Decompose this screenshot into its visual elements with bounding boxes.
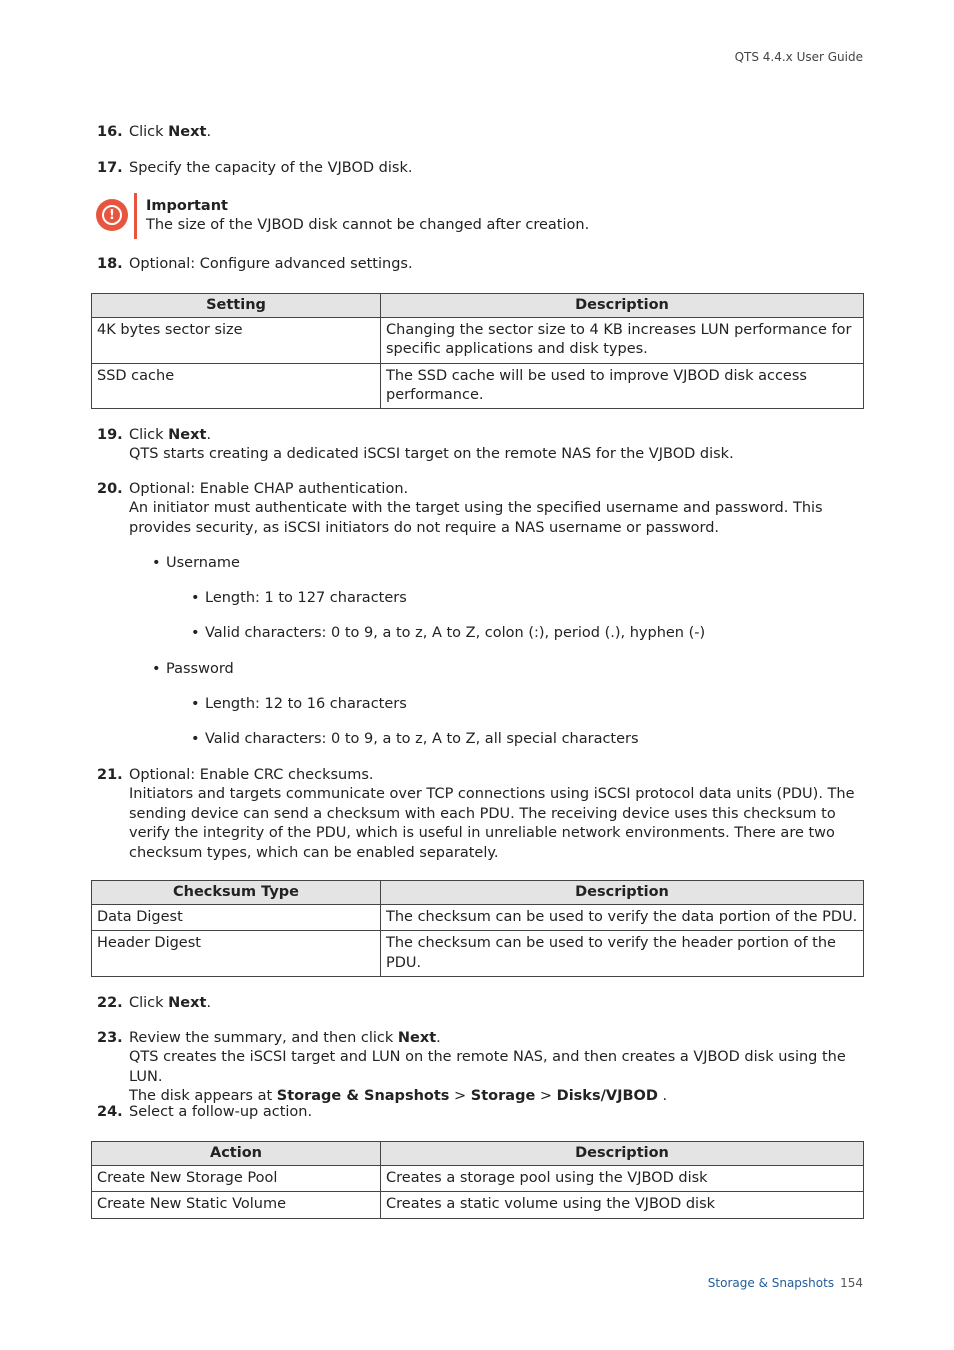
step-number: 23. — [97, 1030, 123, 1046]
path-end: . — [657, 1088, 668, 1105]
table-cell: Create New Static Volume — [92, 1192, 381, 1218]
page-number: 154 — [840, 1276, 863, 1290]
step-keyword: Next — [397, 1030, 437, 1046]
step-text: Select a follow-up action. — [129, 1104, 313, 1120]
table-header-row — [92, 1142, 864, 1166]
advanced-settings-table — [91, 293, 864, 409]
step-text: Optional: Enable CRC checksums. — [129, 767, 374, 783]
bullet-text: Valid characters: 0 to 9, a to z, A to Z, all special characters — [205, 731, 639, 747]
path-intro: The disk appears at — [129, 1088, 277, 1105]
bullet-username — [152, 554, 240, 573]
follow-up-actions-table — [91, 1141, 864, 1219]
table-row — [92, 1166, 864, 1192]
step-text: Click — [129, 124, 169, 140]
table-cell: Header Digest — [92, 931, 381, 976]
path-storage-snapshots: Storage & Snapshots — [276, 1088, 450, 1105]
step-22 — [97, 994, 864, 1013]
step-keyword: Next — [168, 427, 207, 443]
table-cell: The SSD cache will be used to improve VJBOD disk access performance. — [381, 363, 864, 408]
step-keyword: Next — [168, 124, 207, 140]
table-cell: Data Digest — [92, 905, 381, 931]
important-icon: ! — [96, 199, 128, 231]
bullet-username-chars — [191, 624, 705, 643]
step-18 — [97, 255, 864, 274]
step-keyword: Next — [168, 995, 207, 1011]
step-21 — [97, 766, 864, 863]
step-number: 17. — [97, 160, 123, 176]
step-19 — [97, 426, 864, 465]
step-punct: . — [206, 124, 212, 140]
table-row — [92, 363, 864, 408]
step-number: 24. — [97, 1104, 123, 1120]
path-storage: Storage — [470, 1088, 536, 1105]
step-punct: . — [436, 1030, 441, 1046]
step-17 — [97, 159, 864, 178]
table-cell: Create New Storage Pool — [92, 1166, 381, 1192]
note-title: Important — [146, 198, 228, 214]
note-divider — [134, 193, 137, 239]
step-23 — [97, 1029, 864, 1107]
step-text: Review the summary, and then click — [129, 1030, 398, 1046]
bullet-password-length — [191, 695, 407, 714]
table-cell: SSD cache — [92, 363, 381, 408]
column-header: Description — [381, 881, 864, 905]
column-header: Action — [92, 1142, 381, 1166]
table-cell: Creates a storage pool using the VJBOD disk — [381, 1166, 864, 1192]
bullet-marker: • — [152, 661, 161, 677]
table-header-row — [92, 881, 864, 905]
column-header: Setting — [92, 294, 381, 318]
step-description: Initiators and targets communicate over TCP connections using iSCSI protocol data units (PDU). The sending device can send a checksum with each PDU. The receiving device uses this checksum to verify the integrity of the PDU, which is useful in unreliable network environments. There are two checksum types, which can be enabled separately. — [129, 786, 855, 861]
step-description: QTS creates the iSCSI target and LUN on the remote NAS, and then creates a VJBOD disk using the LUN. — [129, 1049, 846, 1085]
table-cell: Changing the sector size to 4 KB increases LUN performance for specific applications and disk types. — [381, 318, 864, 363]
bullet-marker: • — [152, 555, 161, 571]
step-text: Specify the capacity of the VJBOD disk. — [129, 160, 413, 176]
path-separator: > — [449, 1088, 471, 1105]
step-24 — [97, 1103, 864, 1122]
step-number: 18. — [97, 256, 123, 272]
table-row — [92, 905, 864, 931]
step-number: 20. — [97, 481, 123, 497]
footer-section-link[interactable]: Storage & Snapshots — [707, 1276, 835, 1290]
step-number: 21. — [97, 767, 123, 783]
path-disks-vjbod: Disks/VJBOD — [556, 1088, 658, 1105]
important-note — [146, 197, 589, 236]
bullet-text: Password — [166, 661, 234, 677]
step-16 — [97, 123, 864, 142]
step-text: Click — [129, 995, 169, 1011]
step-text: Click — [129, 427, 169, 443]
step-description: An initiator must authenticate with the target using the specified username and password. This provides security, as iSCSI initiators do not require a NAS username or password. — [129, 500, 823, 536]
table-row — [92, 318, 864, 363]
checksum-types-table — [91, 880, 864, 977]
bullet-text: Length: 1 to 127 characters — [205, 590, 407, 606]
step-20 — [97, 480, 864, 538]
step-number: 22. — [97, 995, 123, 1011]
table-cell: The checksum can be used to verify the data portion of the PDU. — [381, 905, 864, 931]
step-text: Optional: Configure advanced settings. — [129, 256, 413, 272]
table-cell: The checksum can be used to verify the header portion of the PDU. — [381, 931, 864, 976]
document-header-title: QTS 4.4.x User Guide — [734, 50, 863, 64]
column-header: Description — [381, 1142, 864, 1166]
bullet-marker: • — [191, 731, 200, 747]
step-punct: . — [206, 995, 212, 1011]
bullet-marker: • — [191, 696, 200, 712]
bullet-text: Username — [166, 555, 240, 571]
bullet-password-chars — [191, 730, 639, 749]
table-row — [92, 931, 864, 976]
bullet-marker: • — [191, 625, 200, 641]
path-separator: > — [535, 1088, 557, 1105]
step-description: QTS starts creating a dedicated iSCSI target on the remote NAS for the VJBOD disk. — [129, 446, 734, 463]
page-footer — [708, 1276, 863, 1290]
bullet-password — [152, 660, 234, 679]
table-cell: 4K bytes sector size — [92, 318, 381, 363]
note-body: The size of the VJBOD disk cannot be changed after creation. — [146, 217, 590, 234]
table-header-row — [92, 294, 864, 318]
table-cell: Creates a static volume using the VJBOD disk — [381, 1192, 864, 1218]
column-header: Description — [381, 294, 864, 318]
step-number: 19. — [97, 427, 123, 443]
step-number: 16. — [97, 124, 123, 140]
bullet-username-length — [191, 589, 407, 608]
table-row — [92, 1192, 864, 1218]
step-text: Optional: Enable CHAP authentication. — [129, 481, 409, 497]
bullet-text: Length: 12 to 16 characters — [205, 696, 407, 712]
bullet-text: Valid characters: 0 to 9, a to z, A to Z, colon (:), period (.), hyphen (-) — [205, 625, 706, 641]
bullet-marker: • — [191, 590, 200, 606]
step-punct: . — [206, 427, 212, 443]
column-header: Checksum Type — [92, 881, 381, 905]
